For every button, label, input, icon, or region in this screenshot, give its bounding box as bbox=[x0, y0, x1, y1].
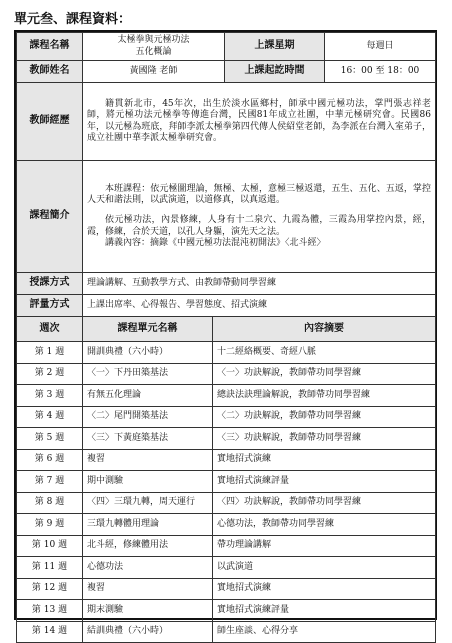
evaluation-value: 上課出席率、心得報告、學習態度、招式演練 bbox=[83, 295, 436, 317]
experience-row bbox=[17, 83, 436, 161]
schedule-week-cell: 第 3 週 bbox=[17, 385, 83, 407]
experience-text: 籍貫新北市，45年次，出生於淡水區鄉村，師承中國元極功法，掌門張志祥老師，將元極功法元極拳等傳進台灣，民國81年成立社團，中華元極研究會。民國86年，以元極為班底，拜師李派太極拳第四代傳人侯紹堂老師，為李派在台灣入室弟子，成立社團中華李派太極拳研究會。 bbox=[83, 83, 436, 161]
schedule-week-cell: 第 14 週 bbox=[17, 621, 83, 643]
schedule-table bbox=[16, 316, 436, 643]
schedule-week-cell: 第 4 週 bbox=[17, 406, 83, 428]
schedule-unit-cell: 三環九轉體用理論 bbox=[83, 514, 213, 536]
schedule-unit-cell: 〈一〉下丹田築基法 bbox=[83, 363, 213, 385]
schedule-summary-cell: 實地招式演練評量 bbox=[213, 600, 436, 622]
schedule-week-cell: 第 13 週 bbox=[17, 600, 83, 622]
schedule-unit-cell: 〈三〉下黃庭築基法 bbox=[83, 428, 213, 450]
schedule-summary-cell: 〈二〉功訣解說，教師帶功同學習練 bbox=[213, 406, 436, 428]
teacher-row bbox=[17, 61, 436, 83]
time-value: 16：00 至 18：00 bbox=[325, 61, 436, 83]
schedule-week-cell: 第 12 週 bbox=[17, 578, 83, 600]
schedule-week-cell: 第 7 週 bbox=[17, 471, 83, 493]
teacher-label: 教師姓名 bbox=[17, 61, 83, 83]
intro-para3: 講義內容：摘錄《中國元極功法混沌初開法》〈北斗經〉 bbox=[105, 237, 326, 248]
schedule-header-week: 週次 bbox=[17, 317, 83, 342]
weekday-value: 每週日 bbox=[325, 33, 436, 61]
table-row bbox=[17, 363, 436, 385]
schedule-summary-cell: 〈四〉功訣解說，教師帶功同學習練 bbox=[213, 492, 436, 514]
schedule-unit-cell: 開訓典禮（六小時） bbox=[83, 342, 213, 364]
course-name-label: 課程名稱 bbox=[17, 33, 83, 61]
intro-text bbox=[83, 161, 436, 273]
table-row bbox=[17, 449, 436, 471]
schedule-summary-cell: 師生座談、心得分享 bbox=[213, 621, 436, 643]
schedule-summary-cell: 以武演道 bbox=[213, 557, 436, 579]
teacher-value: 黃國隆 老師 bbox=[83, 61, 225, 83]
method-label: 授課方式 bbox=[17, 273, 83, 295]
schedule-body bbox=[17, 342, 436, 643]
table-row bbox=[17, 342, 436, 364]
schedule-header-summary: 內容摘要 bbox=[213, 317, 436, 342]
course-info-frame bbox=[14, 30, 437, 637]
time-label: 上課起訖時間 bbox=[225, 61, 325, 83]
schedule-week-cell: 第 8 週 bbox=[17, 492, 83, 514]
course-info-table bbox=[16, 32, 436, 317]
schedule-week-cell: 第 1 週 bbox=[17, 342, 83, 364]
schedule-summary-cell: 帶功理論講解 bbox=[213, 535, 436, 557]
table-row bbox=[17, 428, 436, 450]
schedule-summary-cell: 實地招式演練 bbox=[213, 449, 436, 471]
schedule-week-cell: 第 5 週 bbox=[17, 428, 83, 450]
course-name-line1: 太極拳與元極功法 bbox=[117, 35, 190, 46]
table-row bbox=[17, 471, 436, 493]
schedule-summary-cell: 〈三〉功訣解說，教師帶功同學習練 bbox=[213, 428, 436, 450]
experience-label: 教師經歷 bbox=[17, 83, 83, 161]
table-row bbox=[17, 514, 436, 536]
table-row bbox=[17, 492, 436, 514]
schedule-unit-cell: 有無五化理論 bbox=[83, 385, 213, 407]
schedule-unit-cell: 複習 bbox=[83, 449, 213, 471]
schedule-week-cell: 第 10 週 bbox=[17, 535, 83, 557]
schedule-header-row bbox=[17, 317, 436, 342]
schedule-week-cell: 第 2 週 bbox=[17, 363, 83, 385]
intro-label: 課程簡介 bbox=[17, 161, 83, 273]
schedule-header-unit: 課程單元名稱 bbox=[83, 317, 213, 342]
table-row bbox=[17, 385, 436, 407]
intro-para2: 依元極功法，內景修練，人身有十二泉穴、九霞為體，三霞為用掌控內景，經，霞，修練，合於天道，以孔人身軀，演先天之法。 bbox=[87, 215, 431, 237]
evaluation-row bbox=[17, 295, 436, 317]
table-row bbox=[17, 621, 436, 643]
schedule-week-cell: 第 6 週 bbox=[17, 449, 83, 471]
course-name-row bbox=[17, 33, 436, 61]
schedule-week-cell: 第 11 週 bbox=[17, 557, 83, 579]
schedule-summary-cell: 〈一〉功訣解說，教師帶功同學習練 bbox=[213, 363, 436, 385]
schedule-summary-cell: 十二經絡概要、奇經八脈 bbox=[213, 342, 436, 364]
schedule-unit-cell: 心德功法 bbox=[83, 557, 213, 579]
table-row bbox=[17, 535, 436, 557]
schedule-unit-cell: 〈二〉尾門開築基法 bbox=[83, 406, 213, 428]
page-heading: 單元叁、課程資料： bbox=[14, 12, 132, 27]
table-row bbox=[17, 600, 436, 622]
schedule-unit-cell: 北斗經，修練體用法 bbox=[83, 535, 213, 557]
evaluation-label: 評量方式 bbox=[17, 295, 83, 317]
intro-para1: 本班課程：依元極圖理論，無極、太極，意極三極返還，五生、五化、五返，掌控人天和諧法則，以武演道，以道修真，以真返還。 bbox=[87, 183, 431, 206]
schedule-unit-cell: 〈四〉三環九轉，周天運行 bbox=[83, 492, 213, 514]
schedule-unit-cell: 期末測驗 bbox=[83, 600, 213, 622]
table-row bbox=[17, 406, 436, 428]
method-row bbox=[17, 273, 436, 295]
weekday-label: 上課星期 bbox=[225, 33, 325, 61]
table-row bbox=[17, 557, 436, 579]
schedule-unit-cell: 期中測驗 bbox=[83, 471, 213, 493]
course-name-line2: 五化概論 bbox=[135, 46, 172, 57]
method-value: 理論講解、互動教學方式、由教師帶動同學習練 bbox=[83, 273, 436, 295]
schedule-summary-cell: 實地招式演練評量 bbox=[213, 471, 436, 493]
schedule-unit-cell: 複習 bbox=[83, 578, 213, 600]
table-row bbox=[17, 578, 436, 600]
schedule-summary-cell: 總訣法訣理論解說，教師帶功同學習練 bbox=[213, 385, 436, 407]
schedule-week-cell: 第 9 週 bbox=[17, 514, 83, 536]
schedule-summary-cell: 心德功法，教師帶功同學習練 bbox=[213, 514, 436, 536]
course-name-value bbox=[83, 33, 225, 61]
intro-row bbox=[17, 161, 436, 273]
schedule-unit-cell: 結訓典禮（六小時） bbox=[83, 621, 213, 643]
schedule-summary-cell: 實地招式演練 bbox=[213, 578, 436, 600]
